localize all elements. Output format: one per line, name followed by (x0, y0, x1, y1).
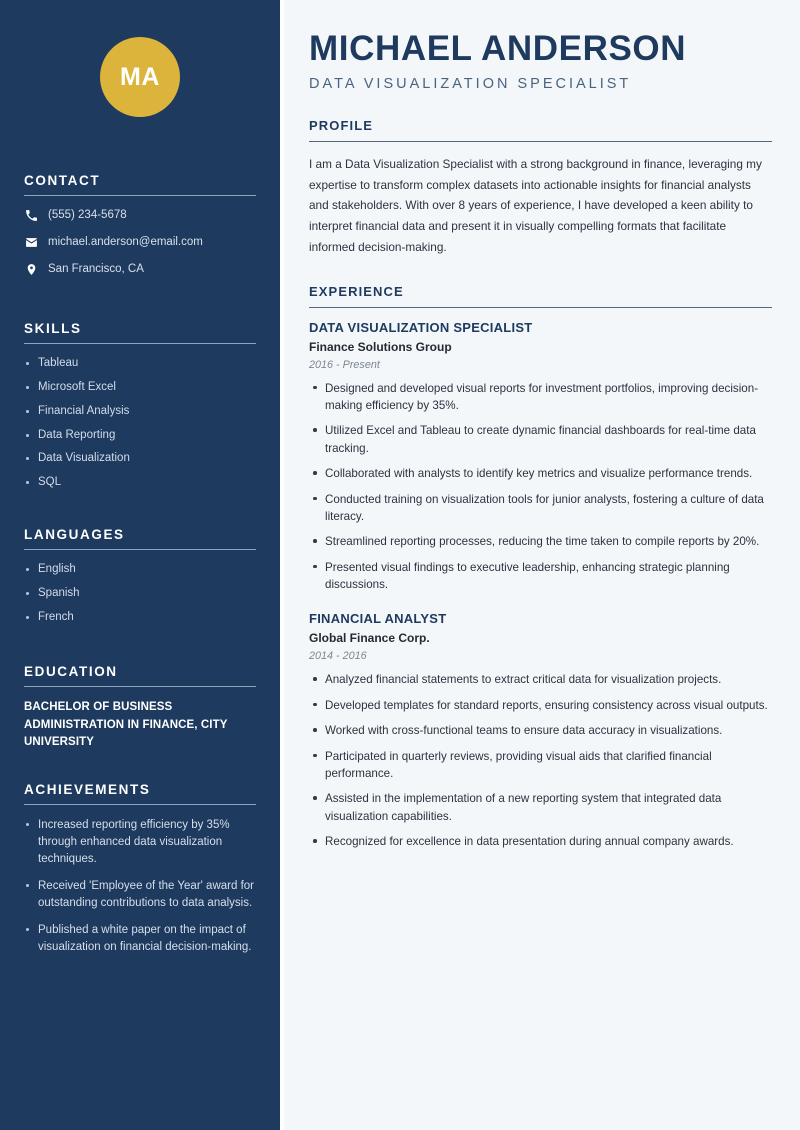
sidebar-section-skills (24, 289, 256, 491)
list-item: Designed and developed visual reports for investment portfolios, improving decision-making efficiency by 35%. (309, 380, 772, 415)
job-company: Finance Solutions Group (309, 339, 452, 354)
divider (24, 195, 256, 196)
contact-email-value: michael.anderson@email.com (48, 236, 203, 248)
education-entry: BACHELOR OF BUSINESS ADMINISTRATION IN FINANCE, CITY UNIVERSITY (24, 700, 228, 749)
languages-list (24, 562, 256, 626)
divider (24, 686, 256, 687)
list-item: Worked with cross-functional teams to ensure data accuracy in visualizations. (309, 722, 772, 739)
job-bullets (309, 671, 772, 850)
list-item: SQL (24, 475, 256, 491)
phone-icon (24, 208, 38, 222)
page-title: MICHAEL ANDERSON (309, 29, 687, 68)
list-item: Received 'Employee of the Year' award for outstanding contributions to data analysis. (24, 878, 256, 912)
sidebar-section-contact (24, 117, 256, 276)
list-item: Tableau (24, 356, 256, 372)
job-bullets (309, 380, 772, 594)
divider (24, 343, 256, 344)
sidebar-heading-contact: CONTACT (24, 173, 101, 188)
contact-item-email[interactable] (24, 235, 256, 249)
experience-entry (309, 320, 772, 594)
list-item: Microsoft Excel (24, 380, 256, 396)
list-item: Participated in quarterly reviews, providing visual aids that clarified financial performance. (309, 748, 772, 783)
sidebar-heading-education: EDUCATION (24, 663, 118, 679)
sidebar-section-education (24, 634, 256, 752)
skills-list (24, 356, 256, 491)
job-title: FINANCIAL ANALYST (309, 611, 447, 627)
experience-entry (309, 611, 772, 850)
list-item: Analyzed financial statements to extract critical data for visualization projects. (309, 671, 772, 688)
sidebar-heading-languages: LANGUAGES (24, 527, 125, 543)
list-item: Spanish (24, 586, 256, 602)
main-content (280, 0, 800, 1130)
list-item: Recognized for excellence in data presentation during annual company awards. (309, 833, 772, 850)
job-dates: 2014 - 2016 (309, 650, 367, 663)
list-item: Collaborated with analysts to identify key metrics and visualize performance trends. (309, 465, 772, 482)
avatar: MA (100, 37, 180, 117)
contact-phone-value: (555) 234-5678 (48, 209, 127, 221)
divider (24, 549, 256, 550)
location-pin-icon (24, 262, 38, 276)
achievements-list (24, 817, 256, 956)
sidebar-section-achievements (24, 752, 256, 956)
profile-text: I am a Data Visualization Specialist with a strong background in finance, leveraging my expertise to transform complex datasets into actionable insights for financial analysts and stakeholders. With over 8 years of experience, I have developed a keen ability to interpret financial data and present it in visually compelling formats that facilitate informed decision-making. (309, 156, 762, 254)
list-item: Conducted training on visualization tools for junior analysts, fostering a culture of data literacy. (309, 491, 772, 526)
job-title: DATA VISUALIZATION SPECIALIST (309, 319, 533, 335)
section-profile (309, 118, 772, 258)
sidebar-section-languages (24, 499, 256, 626)
contact-item-phone[interactable] (24, 208, 256, 222)
job-company: Global Finance Corp. (309, 631, 430, 646)
list-item: Increased reporting efficiency by 35% through enhanced data visualization techniques. (24, 817, 256, 868)
job-dates: 2016 - Present (309, 358, 380, 371)
section-experience (309, 284, 772, 851)
list-item: Data Visualization (24, 451, 256, 467)
list-item: Developed templates for standard reports, ensuring consistency across visual outputs. (309, 697, 772, 714)
divider (309, 141, 772, 142)
main-heading-experience: EXPERIENCE (309, 283, 404, 299)
list-item: Data Reporting (24, 428, 256, 444)
list-item: Published a white paper on the impact of visualization on financial decision-making. (24, 922, 256, 956)
divider (309, 307, 772, 308)
list-item: English (24, 562, 256, 578)
sidebar-heading-achievements: ACHIEVEMENTS (24, 782, 151, 798)
job-subtitle: DATA VISUALIZATION SPECIALIST (309, 75, 632, 92)
contact-location-value: San Francisco, CA (48, 263, 144, 275)
list-item: French (24, 610, 256, 626)
divider (24, 804, 256, 805)
list-item: Presented visual findings to executive leadership, enhancing strategic planning discussions. (309, 559, 772, 594)
main-heading-profile: PROFILE (309, 117, 374, 133)
sidebar (0, 0, 280, 1130)
list-item: Utilized Excel and Tableau to create dynamic financial dashboards for real-time data tracking. (309, 422, 772, 457)
envelope-icon (24, 235, 38, 249)
list-item: Financial Analysis (24, 404, 256, 420)
list-item: Assisted in the implementation of a new reporting system that integrated data visualization capabilities. (309, 790, 772, 825)
contact-item-location[interactable] (24, 262, 256, 276)
sidebar-heading-skills: SKILLS (24, 321, 82, 336)
list-item: Streamlined reporting processes, reducing the time taken to compile reports by 20%. (309, 533, 772, 550)
avatar-container (24, 0, 256, 117)
